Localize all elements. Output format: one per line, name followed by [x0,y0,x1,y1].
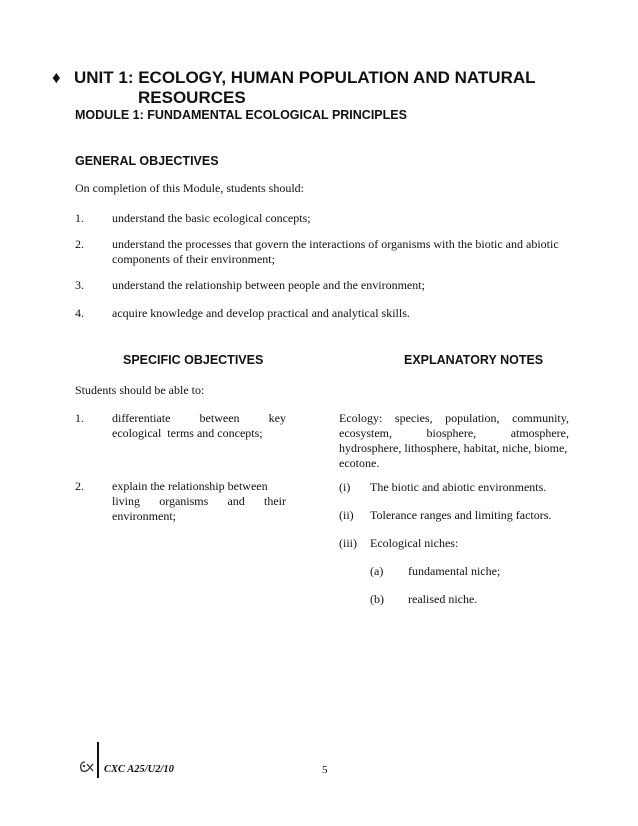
notes-1-line4: ecotone. [339,456,380,470]
subnote-a-text: fundamental niche; [408,564,501,578]
general-item-3-number: 3. [75,278,84,292]
specific-item-2-line3: environment; [112,509,176,523]
diamond-bullet-icon: ♦ [52,68,61,87]
specific-item-2-line2: living organisms and their [112,494,286,508]
page-number: 5 [322,764,328,776]
general-item-4-text: acquire knowledge and develop practical and analytical skills. [112,306,410,320]
general-item-1-number: 1. [75,211,84,225]
subnote-a-label: (a) [370,564,384,578]
specific-item-2-line1: explain the relationship between [112,479,268,493]
note-i-text: The biotic and abiotic environments. [370,480,547,494]
explanatory-notes-heading: EXPLANATORY NOTES [404,353,544,367]
notes-1-line2: ecosystem, biosphere, atmosphere, [339,426,569,440]
subnote-b-text: realised niche. [408,592,478,606]
unit-title-line2: RESOURCES [138,88,246,107]
general-item-2-text [112,237,582,267]
note-iii-label: (iii) [339,536,357,550]
cxc-logo-icon [79,760,95,774]
general-item-1-text: understand the basic ecological concepts; [112,211,311,225]
subnote-b-label: (b) [370,592,384,606]
specific-item-1-number: 1. [75,411,84,425]
note-i-label: (i) [339,480,351,494]
general-item-2-number: 2. [75,237,84,251]
note-ii-label: (ii) [339,508,354,522]
general-item-2-line1: understand the processes that govern the interactions of organisms with the biotic and abiotic [112,237,559,251]
document-code: CXC A25/U2/10 [104,764,174,775]
note-iii-text: Ecological niches: [370,536,459,550]
note-ii-text: Tolerance ranges and limiting factors. [370,508,552,522]
general-objectives-intro: On completion of this Module, students should: [75,181,304,195]
unit-title-line1: UNIT 1: ECOLOGY, HUMAN POPULATION AND NATURAL [74,68,536,87]
general-item-2-line2: components of their environment; [112,252,275,266]
specific-objectives-heading: SPECIFIC OBJECTIVES [123,353,264,367]
specific-objectives-intro: Students should be able to: [75,383,205,397]
notes-1-line3: hydrosphere, lithosphere, habitat, niche, biome, [339,441,568,455]
general-item-3-text: understand the relationship between people and the environment; [112,278,425,292]
notes-1-line1: Ecology: species, population, community, [339,411,569,425]
specific-item-2-text [112,479,286,524]
specific-item-1-text [112,411,286,441]
general-objectives-heading: GENERAL OBJECTIVES [75,154,219,168]
footer-divider [97,742,99,778]
specific-item-1-line2: ecological terms and concepts; [112,426,263,440]
specific-item-1-notes [339,411,569,471]
general-item-4-number: 4. [75,306,84,320]
module-title: MODULE 1: FUNDAMENTAL ECOLOGICAL PRINCIPLES [75,108,407,122]
specific-item-1-line1: differentiate between key [112,411,286,425]
specific-item-2-number: 2. [75,479,84,493]
